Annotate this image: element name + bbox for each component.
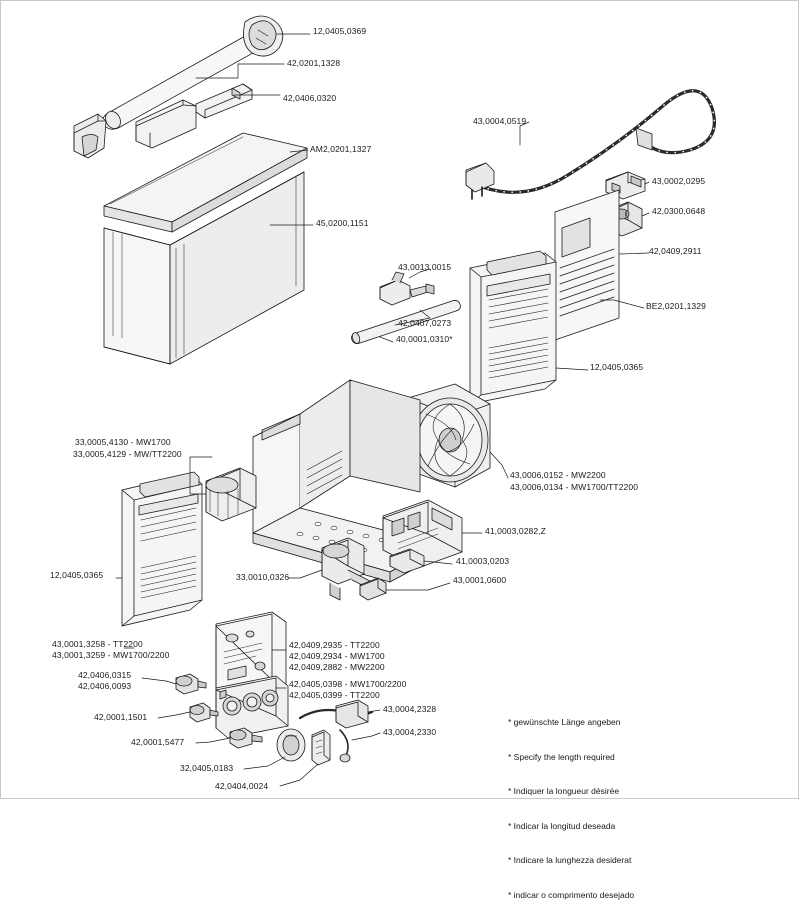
part-label: 43,0001,3258 - TT2200 [52, 639, 143, 649]
part-label: 45,0200,1151 [316, 218, 369, 228]
part-label: 42,0404,0024 [215, 781, 269, 791]
part-label: 40,0001,0310* [396, 334, 453, 344]
part-label: 41,0003,0203 [456, 556, 510, 566]
part-front-panel-right [470, 251, 556, 404]
part-label: 43,0004,2330 [383, 727, 437, 737]
legend-line: * indicar o comprimento desejado [508, 889, 635, 900]
part-label: 12,0405,0369 [313, 26, 367, 36]
part-label: 41,0003,0282,Z [485, 526, 546, 536]
part-label: 42,0406,0320 [283, 93, 337, 103]
part-label: 33,0005,4130 - MW1700 [75, 437, 171, 447]
part-label: 43,0004,2328 [383, 704, 437, 714]
part-valve [380, 272, 434, 305]
part-label: AM2,0201,1327 [310, 144, 372, 154]
part-fitting-a [176, 674, 206, 694]
legend-line: * Indicare la lunghezza desiderat [508, 855, 632, 865]
part-label: 42,0406,0093 [78, 681, 132, 691]
part-label: 42,0300,0648 [652, 206, 706, 216]
legend-line: * Specify the length required [508, 751, 615, 762]
part-label: 43,0001,0600 [453, 575, 507, 585]
part-label: 42,0405,0398 - MW1700/2200 [289, 679, 407, 689]
part-label: 32,0405,0183 [180, 763, 234, 773]
part-end-foot [74, 114, 106, 158]
part-grommet [277, 729, 305, 761]
part-back-panel [555, 190, 619, 340]
part-label: 42,0406,0315 [78, 670, 132, 680]
part-bottom-plate [312, 730, 330, 765]
part-label: 42,0001,1501 [94, 712, 148, 722]
legend-note [508, 694, 634, 924]
part-fitting-b [190, 703, 218, 722]
part-label: 42,0201,1328 [287, 58, 341, 68]
part-label: 43,0001,3259 - MW1700/2200 [52, 650, 170, 660]
part-label: 43,0002,0295 [652, 176, 706, 186]
legend-line: * Indicar la longitud deseada [508, 820, 616, 831]
part-label: 43,0013,0015 [398, 262, 452, 272]
part-front-panel-left [122, 472, 202, 626]
part-label: 43,0006,0152 - MW2200 [510, 470, 606, 480]
part-label: 42,0405,0399 - TT2200 [289, 690, 380, 700]
legend-line: * Indiquer la longueur désirée [508, 786, 620, 796]
part-label: 33,0010,0326 [236, 572, 290, 582]
part-label: 42,0409,2911 [649, 246, 702, 256]
part-label: 12,0405,0365 [590, 362, 644, 372]
part-label: 42,0409,2935 - TT2200 [289, 640, 380, 650]
part-label: 43,0006,0134 - MW1700/TT2200 [510, 482, 639, 492]
part-label: 42,0409,2934 - MW1700 [289, 651, 385, 661]
part-label: 42,0407,0273 [398, 318, 452, 328]
part-label: BE2,0201,1329 [646, 301, 706, 311]
part-label: 42,0001,5477 [131, 737, 185, 747]
part-transformer [206, 468, 256, 521]
part-label: 43,0004,0519 [473, 116, 527, 126]
part-small-bracket [196, 84, 252, 118]
part-label: 12,0405,0365 [50, 570, 104, 580]
part-label: 33,0005,4129 - MW/TT2200 [73, 449, 182, 459]
part-cable-harness [300, 700, 372, 762]
legend-line: * gewünschte Länge angeben [508, 717, 621, 727]
part-label: 42,0409,2882 - MW2200 [289, 662, 385, 672]
